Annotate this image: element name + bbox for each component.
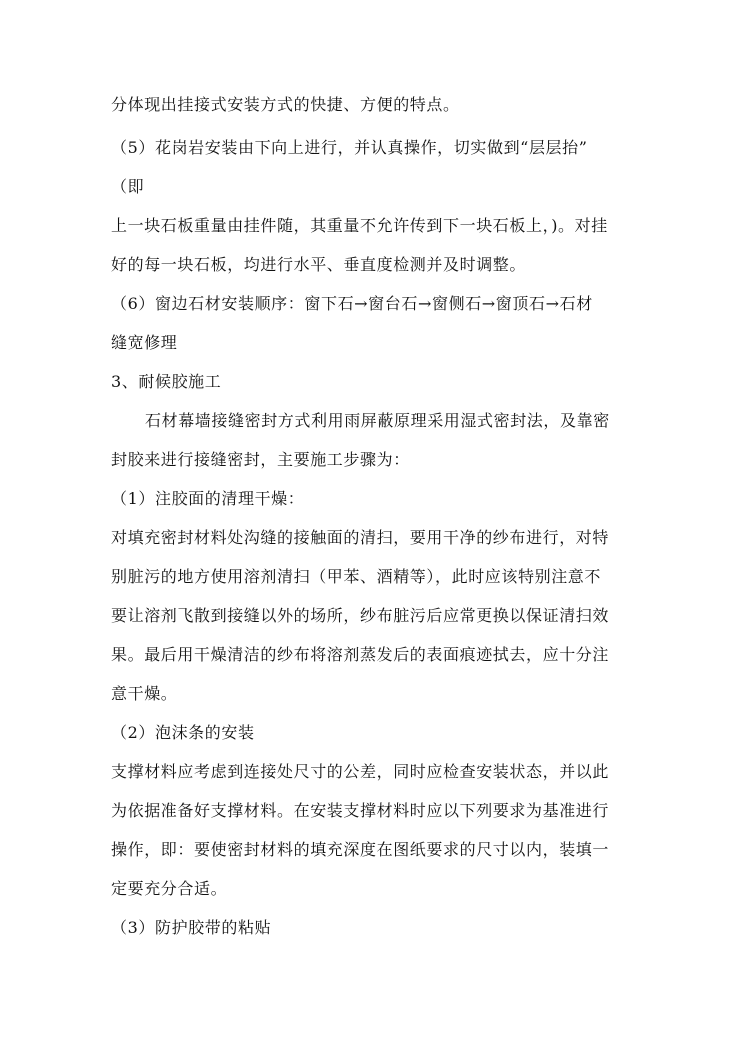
text-line: 好的每一块石板，均进行水平、垂直度检测并及时调整。 — [111, 255, 527, 274]
text-line: 支撑材料应考虑到连接处尺寸的公差，同时应检查安装状态，并以此 — [111, 762, 610, 781]
text-line: 上一块石板重量由挂件随，其重量不允许传到下一块石板上，)。对挂 — [111, 216, 608, 235]
text-line: 为依据准备好支撑材料。在安装支撑材料时应以下列要求为基准进行 — [111, 801, 610, 820]
list-item-5: （5）花岗岩安装由下向上进行，并认真操作，切实做到“层层抬” — [111, 138, 588, 157]
text-line: 意干燥。 — [111, 684, 178, 703]
text-line: （即 — [111, 177, 145, 196]
text-line: 别脏污的地方使用溶剂清扫（甲苯、酒精等），此时应该特别注意不 — [111, 567, 602, 586]
text-line: 定要充分合适。 — [111, 879, 228, 898]
list-item-3: （3）防护胶带的粘贴 — [111, 918, 272, 937]
text-line: 果。最后用干燥清洁的纱布将溶剂蒸发后的表面痕迹拭去，应十分注 — [111, 645, 610, 664]
text-line: 对填充密封材料处沟缝的接触面的清扫，要用干净的纱布进行，对特 — [111, 528, 610, 547]
text-line: 封胶来进行接缝密封，主要施工步骤为： — [111, 450, 410, 469]
text-line: 要让溶剂飞散到接缝以外的场所，纱布脏污后应常更换以保证清扫效 — [111, 606, 610, 625]
list-item-1: （1）注胶面的清理干燥： — [111, 489, 305, 508]
text-line: 操作，即：要使密封材料的填充深度在图纸要求的尺寸以内，装填一 — [111, 840, 610, 859]
list-item-2: （2）泡沫条的安装 — [111, 723, 255, 742]
section-heading: 3、耐候胶施工 — [111, 372, 222, 391]
text-line: 分体现出挂接式安装方式的快捷、方便的特点。 — [111, 95, 460, 114]
list-item-6: （6）窗边石材安装顺序：窗下石→窗台石→窗侧石→窗顶石→石材 — [111, 294, 593, 313]
text-line: 缝宽修理 — [111, 333, 178, 352]
paragraph-first-line: 石材幕墙接缝密封方式利用雨屏蔽原理采用湿式密封法，及靠密 — [145, 411, 610, 430]
